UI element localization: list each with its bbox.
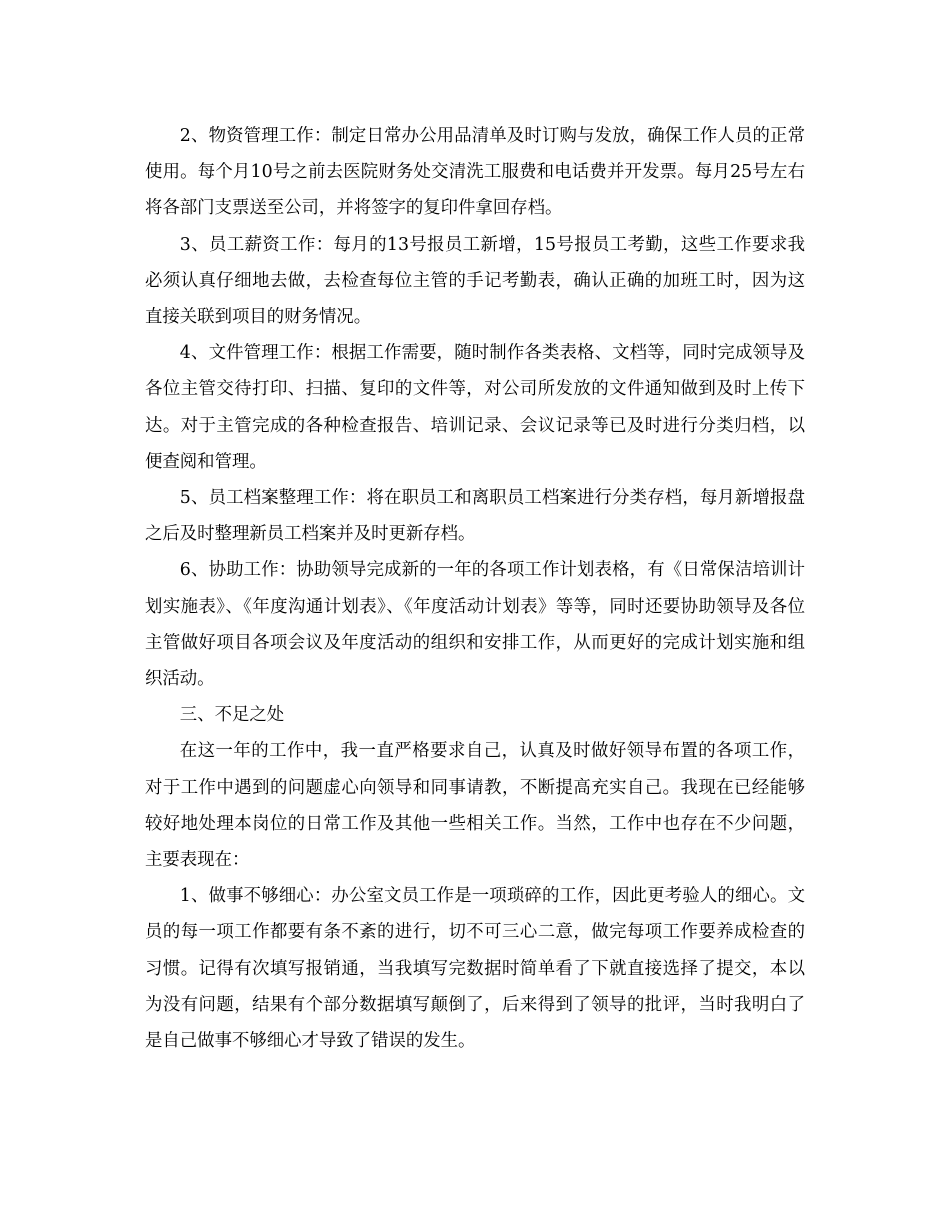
paragraph-document-management: 4、文件管理工作：根据工作需要，随时制作各类表格、文档等，同时完成领导及各位主管交待打印、扫描、复印的文件等，对公司所发放的文件通知做到及时上传下达。对于主管完成的各种检查报告、培训记录、会议记录等已及时进行分类归档，以便查阅和管理。 [145,343,805,472]
paragraph-employee-records: 5、员工档案整理工作：将在职员工和离职员工档案进行分类存档，每月新增报盘之后及时整理新员工档案并及时更新存档。 [145,488,805,545]
paragraph-year-summary: 在这一年的工作中，我一直严格要求自己，认真及时做好领导布置的各项工作，对于工作中遇到的问题虚心向领导和同事请教，不断提高充实自己。我现在已经能够较好地处理本岗位的日常工作及其他一些相关工作。当然，工作中也存在不少问题，主要表现在： [145,741,805,871]
paragraph-assistance-work: 6、协助工作：协助领导完成新的一年的各项工作计划表格，有《日常保洁培训计划实施表》、《年度沟通计划表》、《年度活动计划表》等等，同时还要协助领导及各位主管做好项目各项会议及年度活动的组织和安排工作，从而更好的完成计划实施和组织活动。 [145,560,805,690]
paragraph-payroll-work: 3、员工薪资工作：每月的13号报员工新增，15号报员工考勤，这些工作要求我必须认真仔细地去做，去检查每位主管的手记考勤表，确认正确的加班工时，因为这直接关联到项目的财务情况。 [145,234,805,328]
paragraph-supplies-management: 2、物资管理工作：制定日常办公用品清单及时订购与发放，确保工作人员的正常使用。每个月10号之前去医院财务处交清洗工服费和电话费并开发票。每月25号左右将各部门支票送至公司，并将签字的复印件拿回存档。 [145,126,805,219]
document-body [145,118,805,1059]
paragraph-not-careful-enough: 1、做事不够细心：办公室文员工作是一项琐碎的工作，因此更考验人的细心。文员的每一项工作都要有条不紊的进行，切不可三心二意，做完每项工作要养成检查的习惯。记得有次填写报销通，当我填写完数据时简单看了下就直接选择了提交，本以为没有问题，结果有个部分数据填写颠倒了，后来得到了领导的批评，当时我明白了是自己做事不够细心才导致了错误的发生。 [145,886,805,1052]
section-heading-shortcomings: 三、不足之处 [179,705,285,726]
